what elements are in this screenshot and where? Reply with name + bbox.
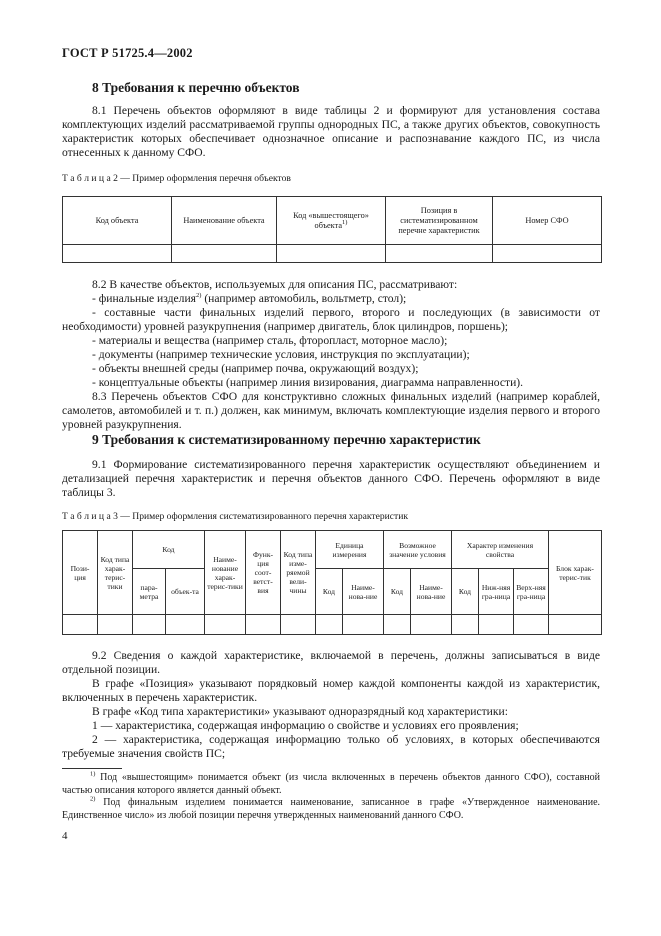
table-3-empty-row (63, 615, 602, 635)
table-3-header-unit-name: Наиме-нова-ние (343, 569, 384, 615)
table-3-header-upper-bound: Верх-няя гра-ница (514, 569, 549, 615)
table-3-header-property-change: Характер изменения свойства (452, 531, 549, 569)
footnote-separator (62, 768, 122, 769)
list-item-final-products: - финальные изделия$^{2)}$ (например автомобиль, вольтметр, стол); (92, 292, 407, 305)
section-8-title: 8 Требования к перечню объектов (92, 80, 300, 95)
table-3-header-char-code: Код (452, 569, 479, 615)
document-header: ГОСТ Р 51725.4—2002 (62, 46, 193, 60)
list-item-components: - составные части финальных изделий первого, второго и последующих (в зависимости от необходимости) уровней разукрупнения (например двигатель, блок цилиндров, поршень); (62, 306, 600, 333)
table-2 (62, 196, 602, 263)
paragraph-position-column: В графе «Позиция» указывают порядковый номер каждой компоненты каждой из характеристик, включенных в перечень характеристик. (62, 677, 600, 704)
table-2-caption: Т а б л и ц а 2 — Пример оформления перечня объектов (62, 173, 291, 184)
list-item-environment: - объекты внешней среды (например почва, окружающий воздух); (92, 362, 419, 375)
table-3-header-code: Код (133, 531, 205, 569)
paragraph-8-1: 8.1 Перечень объектов оформляют в виде таблицы 2 и формируют для установления состава комплектующих изделий рассматриваемой группы однородных ПС, а также других объектов, совокупность характеристик которых обеспечивает однозначное описание и распознавание каждого ПС, из числа отнесенных к данному СФО. (62, 104, 600, 159)
table-3-header-unit-code: Код (316, 569, 343, 615)
footnote-2: $^{2)}$ Под финальным изделием понимается наименование, записанное в графе «Утвержденное наименование. Единственное число» из любой позиции перечня утвержденных наименований данного СФО. (62, 795, 601, 821)
paragraph-8-2: 8.2 В качестве объектов, используемых для описания ПС, рассматривают: (92, 278, 458, 291)
table-3-header-measured-type-code: Код типа изме-ряемой вели-чины (281, 531, 316, 615)
table-3-header-object: объек-та (166, 569, 205, 615)
table-3-header-cond-code: Код (384, 569, 411, 615)
paragraph-8-3: 8.3 Перечень объектов СФО для конструктивно сложных финальных изделий (например кораблей, самолетов, автомобилей и т. п.) должен, как минимум, включать комплектующие изделия первого и второго уровней разукрупнения. (62, 390, 600, 431)
table-3-header-param: пара-метра (133, 569, 166, 615)
table-3-caption: Т а б л и ц а 3 — Пример оформления систематизированного перечня характеристик (62, 511, 409, 522)
paragraph-9-2: 9.2 Сведения о каждой характеристике, включаемой в перечень, должны записываться в виде отдельной позиции. (62, 649, 600, 676)
paragraph-9-1: 9.1 Формирование систематизированного перечня характеристик осуществляют объединением и детализацией перечня характеристик и перечня объектов данного СФО. Перечень оформляют в виде таблицы 3. (62, 458, 600, 499)
list-item-materials: - материалы и вещества (например сталь, фторопласт, моторное масло); (92, 334, 448, 347)
footnote-1: $^{1)}$ Под «вышестоящим» понимается объект (из числа включенных в перечень объектов данного СФО), составной частью описания которого является данный объект. (62, 770, 600, 796)
table-3-header-block: Блок харак-терис-тик (549, 531, 602, 615)
table-2-header-parent-code: Код «вышестоящего» объекта$^{1)}$ (277, 197, 386, 245)
table-2-header-code: Код объекта (63, 197, 172, 245)
table-2-header-sfo-number: Номер СФО (493, 197, 602, 245)
table-3 (62, 530, 602, 635)
table-3-header-condition: Возможное значение условия (384, 531, 452, 569)
table-2-header-name: Наименование объекта (172, 197, 277, 245)
paragraph-code-2: 2 — характеристика, содержащая информацию только об условиях, в которых обеспечиваются требуемые значения свойств ПС; (62, 733, 600, 760)
table-3-header-unit: Единица измерения (316, 531, 384, 569)
section-9-title: 9 Требования к систематизированному перечню характеристик (92, 432, 481, 447)
table-2-empty-row (63, 245, 602, 263)
paragraph-code-1: 1 — характеристика, содержащая информацию о свойстве и условиях его проявления; (92, 719, 519, 732)
table-3-header-char-type-code: Код типа харак-терис-тики (98, 531, 133, 615)
table-2-header-position: Позиция в систематизированном перечне характеристик (386, 197, 493, 245)
table-3-header-function: Функ-ция соот-ветст-вия (246, 531, 281, 615)
table-3-header-cond-name: Наиме-нова-ние (411, 569, 452, 615)
list-item-documents: - документы (например технические условия, инструкция по эксплуатации); (92, 348, 470, 361)
table-3-header-char-name: Наиме-нование харак-терис-тики (205, 531, 246, 615)
table-3-header-lower-bound: Ниж-няя гра-ница (479, 569, 514, 615)
list-item-conceptual: - концептуальные объекты (например линия визирования, диаграмма направленности). (92, 376, 524, 389)
page-number: 4 (62, 830, 68, 842)
paragraph-type-code-column: В графе «Код типа характеристики» указывают одноразрядный код характеристики: (92, 705, 508, 718)
table-3-header-position: Пози-ция (63, 531, 98, 615)
